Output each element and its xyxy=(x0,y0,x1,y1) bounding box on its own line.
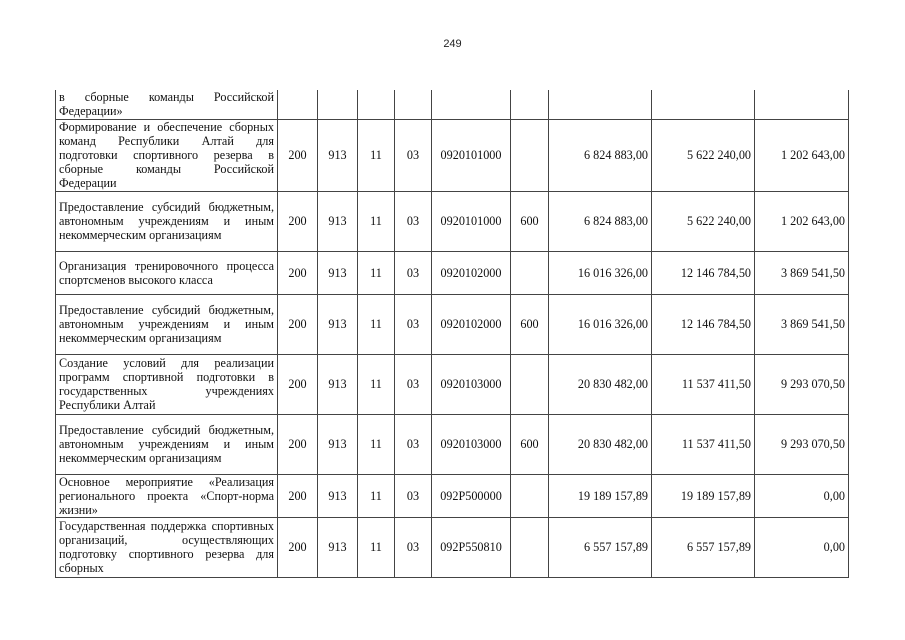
row-sum-2: 1 202 643,00 xyxy=(755,119,849,191)
row-sum-2: 9 293 070,50 xyxy=(755,414,849,474)
row-total: 19 189 157,89 xyxy=(549,474,652,517)
row-code-2: 913 xyxy=(318,191,358,251)
budget-table xyxy=(55,90,849,578)
row-subsection: 03 xyxy=(395,517,432,577)
row-code-1: 200 xyxy=(278,354,318,414)
row-expense-type xyxy=(511,517,549,577)
row-sum-1: 5 622 240,00 xyxy=(652,119,755,191)
row-subsection xyxy=(395,90,432,119)
page-number: 249 xyxy=(443,38,462,50)
row-code-2: 913 xyxy=(318,474,358,517)
row-expense-type xyxy=(511,354,549,414)
row-target-code: 0920103000 xyxy=(432,354,511,414)
row-sum-1: 5 622 240,00 xyxy=(652,191,755,251)
row-total: 20 830 482,00 xyxy=(549,354,652,414)
row-expense-type xyxy=(511,474,549,517)
row-section: 11 xyxy=(358,474,395,517)
row-subsection: 03 xyxy=(395,119,432,191)
row-section: 11 xyxy=(358,294,395,354)
row-subsection: 03 xyxy=(395,251,432,294)
row-section: 11 xyxy=(358,119,395,191)
row-total xyxy=(549,90,652,119)
row-section: 11 xyxy=(358,354,395,414)
row-sum-1: 12 146 784,50 xyxy=(652,251,755,294)
row-total: 16 016 326,00 xyxy=(549,251,652,294)
table-row xyxy=(56,414,849,474)
row-name: Организация тренировочного процесса спортсменов высокого класса xyxy=(56,251,278,294)
row-code-1: 200 xyxy=(278,294,318,354)
table-row xyxy=(56,251,849,294)
row-total: 16 016 326,00 xyxy=(549,294,652,354)
row-total: 20 830 482,00 xyxy=(549,414,652,474)
row-sum-1: 6 557 157,89 xyxy=(652,517,755,577)
row-code-2: 913 xyxy=(318,517,358,577)
row-sum-1: 11 537 411,50 xyxy=(652,414,755,474)
row-section: 11 xyxy=(358,251,395,294)
row-expense-type: 600 xyxy=(511,414,549,474)
row-expense-type xyxy=(511,90,549,119)
row-name: Основное мероприятие «Реализация регионального проекта «Спорт-норма жизни» xyxy=(56,474,278,517)
row-name: Создание условий для реализации программ спортивной подготовки в государственных учреждениях Республики Алтай xyxy=(56,354,278,414)
row-target-code: 092P550810 xyxy=(432,517,511,577)
row-expense-type xyxy=(511,119,549,191)
row-name: Государственная поддержка спортивных организаций, осуществляющих подготовку спортивного резерва для сборных xyxy=(56,517,278,577)
row-subsection: 03 xyxy=(395,414,432,474)
row-total: 6 824 883,00 xyxy=(549,191,652,251)
row-sum-1 xyxy=(652,90,755,119)
row-expense-type: 600 xyxy=(511,294,549,354)
row-expense-type: 600 xyxy=(511,191,549,251)
row-expense-type xyxy=(511,251,549,294)
row-code-1: 200 xyxy=(278,414,318,474)
row-subsection: 03 xyxy=(395,354,432,414)
table-row xyxy=(56,474,849,517)
row-subsection: 03 xyxy=(395,474,432,517)
row-subsection: 03 xyxy=(395,191,432,251)
row-name: Предоставление субсидий бюджетным, автономным учреждениям и иным некоммерческим организациям xyxy=(56,414,278,474)
row-code-1: 200 xyxy=(278,251,318,294)
row-sum-2: 1 202 643,00 xyxy=(755,191,849,251)
table-row xyxy=(56,354,849,414)
table-row xyxy=(56,119,849,191)
row-code-1 xyxy=(278,90,318,119)
row-section xyxy=(358,90,395,119)
row-target-code: 0920102000 xyxy=(432,294,511,354)
row-code-2: 913 xyxy=(318,414,358,474)
table-row xyxy=(56,191,849,251)
table-row xyxy=(56,294,849,354)
row-target-code: 0920101000 xyxy=(432,191,511,251)
row-sum-2: 9 293 070,50 xyxy=(755,354,849,414)
row-target-code: 0920101000 xyxy=(432,119,511,191)
row-target-code: 0920102000 xyxy=(432,251,511,294)
row-sum-1: 11 537 411,50 xyxy=(652,354,755,414)
row-code-1: 200 xyxy=(278,474,318,517)
row-code-2: 913 xyxy=(318,294,358,354)
row-subsection: 03 xyxy=(395,294,432,354)
row-section: 11 xyxy=(358,517,395,577)
row-code-2: 913 xyxy=(318,119,358,191)
row-sum-1: 19 189 157,89 xyxy=(652,474,755,517)
row-section: 11 xyxy=(358,191,395,251)
row-name: Предоставление субсидий бюджетным, автономным учреждениям и иным некоммерческим организациям xyxy=(56,191,278,251)
row-sum-2 xyxy=(755,90,849,119)
row-code-2 xyxy=(318,90,358,119)
row-code-2: 913 xyxy=(318,354,358,414)
row-sum-2: 3 869 541,50 xyxy=(755,251,849,294)
row-sum-2: 3 869 541,50 xyxy=(755,294,849,354)
row-name: Формирование и обеспечение сборных команд Республики Алтай для подготовки спортивного резерва в сборные команды Российской Федерации xyxy=(56,119,278,191)
row-sum-1: 12 146 784,50 xyxy=(652,294,755,354)
row-code-1: 200 xyxy=(278,119,318,191)
row-name: в сборные команды Российской Федерации» xyxy=(56,90,278,119)
table-row xyxy=(56,90,849,119)
row-total: 6 557 157,89 xyxy=(549,517,652,577)
row-code-1: 200 xyxy=(278,191,318,251)
row-sum-2: 0,00 xyxy=(755,474,849,517)
row-target-code xyxy=(432,90,511,119)
row-target-code: 0920103000 xyxy=(432,414,511,474)
table-row xyxy=(56,517,849,577)
row-code-2: 913 xyxy=(318,251,358,294)
row-code-1: 200 xyxy=(278,517,318,577)
row-section: 11 xyxy=(358,414,395,474)
row-sum-2: 0,00 xyxy=(755,517,849,577)
row-name: Предоставление субсидий бюджетным, автономным учреждениям и иным некоммерческим организациям xyxy=(56,294,278,354)
row-target-code: 092P500000 xyxy=(432,474,511,517)
row-total: 6 824 883,00 xyxy=(549,119,652,191)
